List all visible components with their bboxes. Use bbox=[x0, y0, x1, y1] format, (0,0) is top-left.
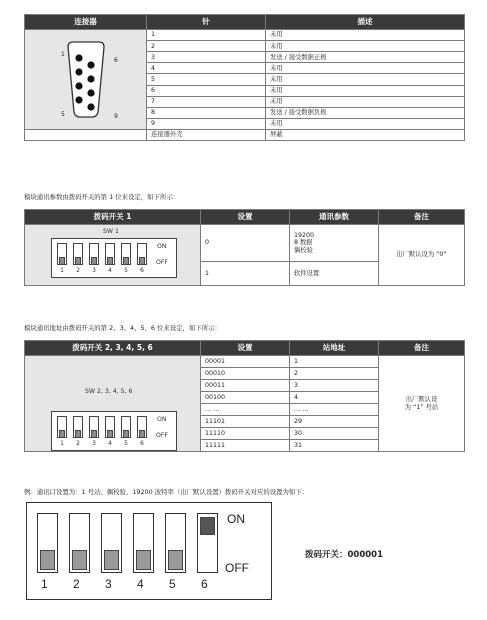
desc-cell: 发送 / 接受数据正极 bbox=[266, 52, 465, 63]
dip-knob-off bbox=[91, 257, 97, 265]
pin-cell: 1 bbox=[147, 30, 266, 41]
dip-slot-1 bbox=[57, 416, 67, 438]
dip-number-3: 3 bbox=[92, 440, 96, 447]
address-table bbox=[24, 340, 465, 452]
pin-cell: 5 bbox=[147, 74, 266, 85]
big-dip-slot-6 bbox=[197, 513, 218, 573]
dip-slot-3 bbox=[89, 416, 99, 438]
sw1-title: SW 1 bbox=[103, 228, 119, 235]
dip-knob-off bbox=[139, 430, 145, 438]
comm-params-cell: 软件设置 bbox=[290, 262, 379, 286]
header-station-address: 站地址 bbox=[290, 341, 379, 356]
address-cell: 29 bbox=[290, 416, 379, 428]
pin-label-5: 5 bbox=[61, 111, 65, 118]
big-dip-knob-off bbox=[168, 550, 183, 570]
sw26-off-label: OFF bbox=[156, 432, 168, 439]
remark-cell bbox=[379, 356, 465, 452]
pin-cell: 7 bbox=[147, 96, 266, 107]
header-remark: 备注 bbox=[379, 210, 465, 225]
pin-label-9: 9 bbox=[114, 113, 118, 120]
address-cell: 1 bbox=[290, 356, 379, 368]
big-dip-slot-3 bbox=[101, 513, 122, 573]
dip-number-6: 6 bbox=[140, 440, 144, 447]
desc-cell: 屏蔽 bbox=[266, 130, 465, 141]
big-number-4: 4 bbox=[137, 577, 144, 591]
dip-knob-off bbox=[75, 430, 81, 438]
desc-cell: 未用 bbox=[266, 118, 465, 129]
pin-cell: 9 bbox=[147, 118, 266, 129]
dip-number-4: 4 bbox=[108, 267, 112, 274]
dip-slot-6 bbox=[137, 416, 147, 438]
dip-number-2: 2 bbox=[76, 440, 80, 447]
dip-slot-6 bbox=[137, 243, 147, 265]
header-remark: 备注 bbox=[379, 341, 465, 356]
setting-cell: 00011 bbox=[201, 380, 290, 392]
setting-cell: 00100 bbox=[201, 392, 290, 404]
sw1-off-label: OFF bbox=[156, 259, 168, 266]
dip-number-3: 3 bbox=[92, 267, 96, 274]
paragraph-comm-params: 模块通讯参数由拨码开关的第 1 位来设定，如下所示： bbox=[24, 193, 180, 201]
header-pin: 针 bbox=[147, 15, 266, 30]
setting-cell: 11111 bbox=[201, 440, 290, 452]
big-dip-knob-off bbox=[104, 550, 119, 570]
sw26-dip-switch bbox=[51, 411, 177, 451]
desc-cell: 未用 bbox=[266, 30, 465, 41]
remark-cell: 出厂默认设为 “0” bbox=[379, 225, 465, 286]
dip-number-6: 6 bbox=[140, 267, 144, 274]
setting-cell: 00001 bbox=[201, 356, 290, 368]
dip-number-2: 2 bbox=[76, 267, 80, 274]
setting-cell: 00010 bbox=[201, 368, 290, 380]
big-number-2: 2 bbox=[73, 577, 80, 591]
dip-slot-2 bbox=[73, 243, 83, 265]
address-cell: … … bbox=[290, 404, 379, 416]
pin-cell: 6 bbox=[147, 85, 266, 96]
pin-label-1: 1 bbox=[61, 51, 65, 58]
dip-knob-off bbox=[139, 257, 145, 265]
address-cell: 3 bbox=[290, 380, 379, 392]
dip-number-1: 1 bbox=[60, 440, 64, 447]
big-dip-slot-1 bbox=[37, 513, 58, 573]
dip-number-5: 5 bbox=[124, 440, 128, 447]
desc-cell: 未用 bbox=[266, 41, 465, 52]
header-setting: 设置 bbox=[201, 341, 290, 356]
header-setting: 设置 bbox=[201, 210, 290, 225]
dip-slot-2 bbox=[73, 416, 83, 438]
setting-cell: 1 bbox=[201, 262, 290, 286]
big-dip-slot-4 bbox=[133, 513, 154, 573]
desc-cell: 未用 bbox=[266, 96, 465, 107]
big-number-1: 1 bbox=[41, 577, 48, 591]
setting-cell: 0 bbox=[201, 225, 290, 262]
big-on-label: ON bbox=[227, 512, 245, 526]
dip-slot-5 bbox=[121, 416, 131, 438]
setting-cell: … … bbox=[201, 404, 290, 416]
dip-number-5: 5 bbox=[124, 267, 128, 274]
sw26-on-label: ON bbox=[157, 416, 167, 423]
big-dip-slot-2 bbox=[69, 513, 90, 573]
sw1-on-label: ON bbox=[157, 243, 167, 250]
dip-knob-off bbox=[59, 257, 65, 265]
big-dip-knob-off bbox=[136, 550, 151, 570]
comm-params-cell bbox=[290, 225, 379, 262]
dip-knob-off bbox=[107, 257, 113, 265]
paragraph-address: 模块通讯地址由拨码开关的第 2、3、4、5、6 位来设定，如下所示： bbox=[24, 324, 221, 332]
big-off-label: OFF bbox=[225, 561, 249, 575]
desc-cell: 发送 / 接受数据负极 bbox=[266, 107, 465, 118]
big-number-6: 6 bbox=[201, 577, 208, 591]
sw26-title: SW 2, 3, 4, 5, 6 bbox=[85, 388, 133, 395]
header-switch-1: 拨码开关 1 bbox=[25, 210, 201, 225]
dip-slot-3 bbox=[89, 243, 99, 265]
sw1-table bbox=[24, 209, 465, 286]
sw26-diagram-cell bbox=[25, 356, 201, 452]
address-cell: 2 bbox=[290, 368, 379, 380]
param-data-bits: 8 数据 bbox=[294, 239, 313, 247]
pin-cell: 3 bbox=[147, 52, 266, 63]
big-dip-knob-off bbox=[72, 550, 87, 570]
dip-knob-off bbox=[123, 257, 129, 265]
pin-cell: 连接器外壳 bbox=[147, 130, 266, 141]
dip-slot-4 bbox=[105, 243, 115, 265]
dip-knob-off bbox=[75, 257, 81, 265]
paragraph-example: 例：通讯口设置为：1 号站、偶校验、19200 波特率（出厂默认设置）拨码开关对应的设置为如下： bbox=[24, 488, 309, 496]
header-comm-params: 通讯参数 bbox=[290, 210, 379, 225]
connector-table bbox=[24, 14, 465, 141]
pin-label-6: 6 bbox=[114, 57, 118, 64]
big-number-3: 3 bbox=[105, 577, 112, 591]
desc-cell: 未用 bbox=[266, 74, 465, 85]
sw1-dip-switch bbox=[51, 238, 177, 278]
pin-cell: 4 bbox=[147, 63, 266, 74]
example-result: 拨码开关：000001 bbox=[305, 550, 383, 560]
dip-knob-off bbox=[107, 430, 113, 438]
dip-knob-off bbox=[123, 430, 129, 438]
address-cell: 30 bbox=[290, 428, 379, 440]
remark-line-2: 为 “1” 号站 bbox=[404, 403, 439, 411]
desc-cell: 未用 bbox=[266, 85, 465, 96]
dip-number-4: 4 bbox=[108, 440, 112, 447]
setting-cell: 11101 bbox=[201, 416, 290, 428]
pin-cell: 8 bbox=[147, 107, 266, 118]
pin-cell: 2 bbox=[147, 41, 266, 52]
dip-knob-off bbox=[59, 430, 65, 438]
param-baud: 19200 bbox=[294, 232, 315, 240]
setting-cell: 11110 bbox=[201, 428, 290, 440]
db9-connector-cell bbox=[25, 30, 147, 130]
header-description: 描述 bbox=[266, 15, 465, 30]
dip-slot-4 bbox=[105, 416, 115, 438]
dip-number-1: 1 bbox=[60, 267, 64, 274]
header-connector: 连接器 bbox=[25, 15, 147, 30]
param-parity: 偶校验 bbox=[294, 246, 313, 254]
example-dip-switch bbox=[26, 502, 272, 600]
connector-shell-cell bbox=[25, 130, 147, 141]
big-dip-slot-5 bbox=[165, 513, 186, 573]
big-dip-knob-off bbox=[40, 550, 55, 570]
dip-slot-1 bbox=[57, 243, 67, 265]
dip-knob-off bbox=[91, 430, 97, 438]
big-dip-knob-on bbox=[200, 517, 215, 535]
dip-slot-5 bbox=[121, 243, 131, 265]
address-cell: 31 bbox=[290, 440, 379, 452]
desc-cell: 未用 bbox=[266, 63, 465, 74]
big-number-5: 5 bbox=[169, 577, 176, 591]
remark-line-1: 出厂默认设 bbox=[405, 396, 438, 404]
db9-connector-icon bbox=[25, 30, 146, 129]
header-switch-2-6: 拨码开关 2, 3, 4, 5, 6 bbox=[25, 341, 201, 356]
address-cell: 4 bbox=[290, 392, 379, 404]
sw1-diagram-cell bbox=[25, 225, 201, 286]
